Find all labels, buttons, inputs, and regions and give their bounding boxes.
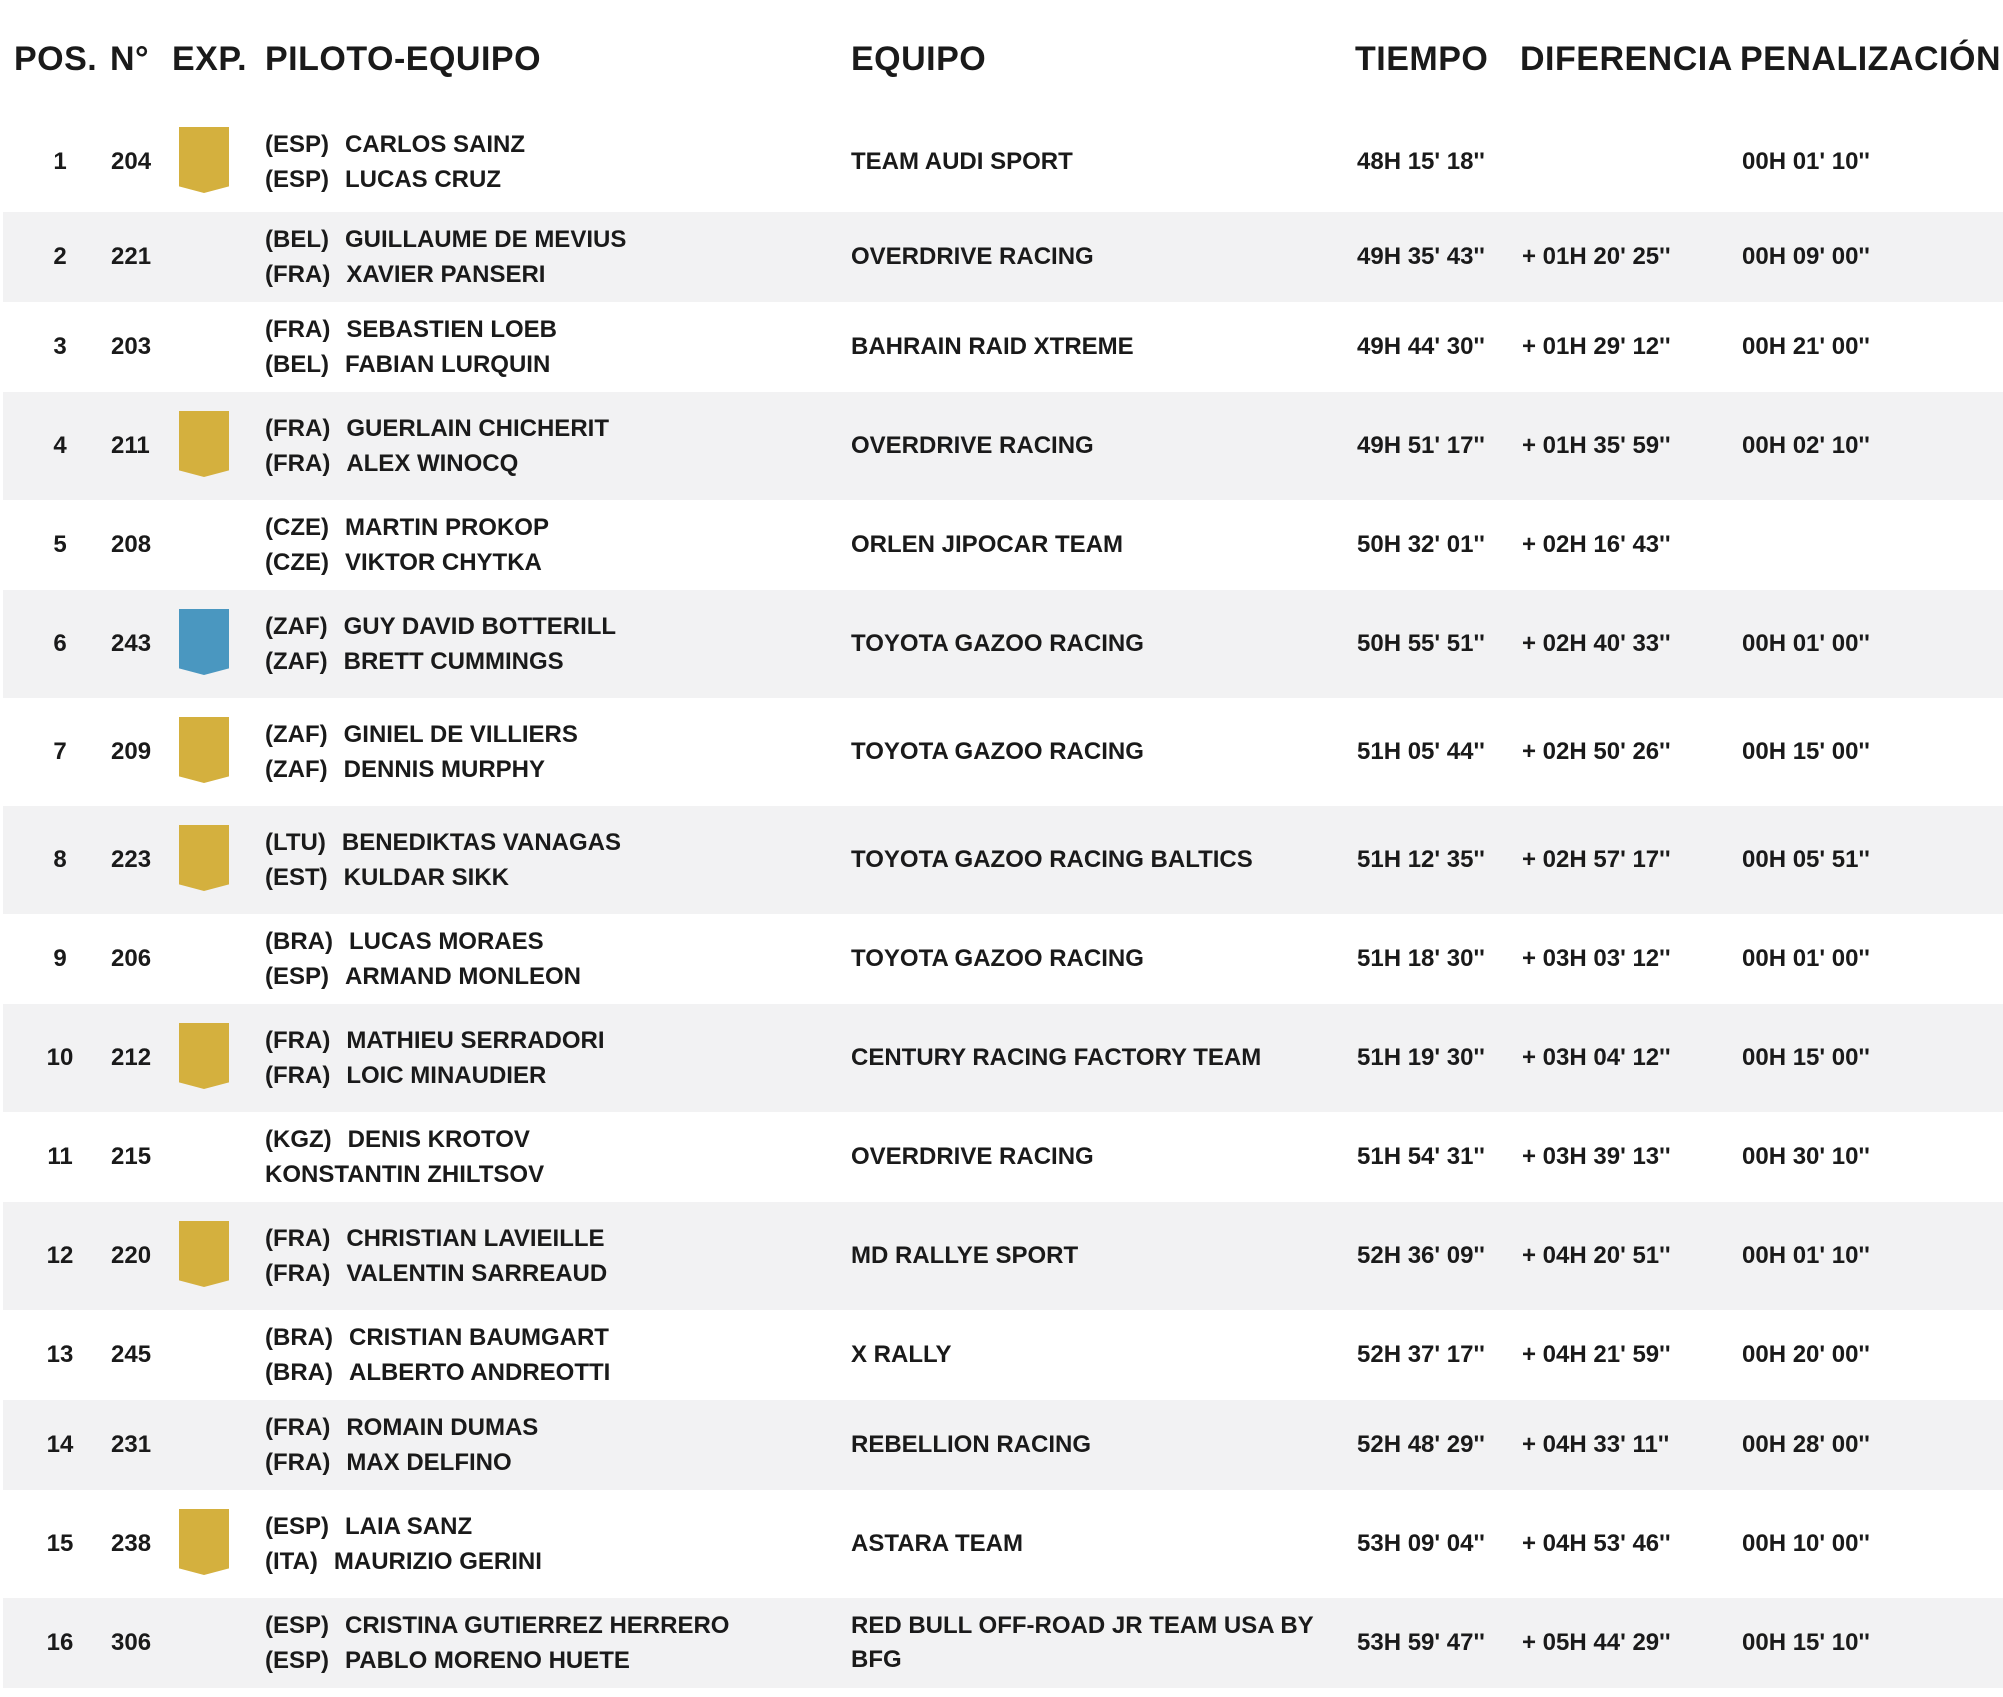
penalty-cell: 00H 01' 00'' xyxy=(1742,945,1870,972)
car-number-cell: 215 xyxy=(111,1143,152,1170)
driver-name: SEBASTIEN LOEB xyxy=(346,316,558,343)
car-number-cell: 209 xyxy=(111,738,152,765)
driver-name: LUCAS MORAES xyxy=(348,928,544,955)
car-number-cell: 306 xyxy=(111,1629,152,1656)
driver-name: CRISTIAN BAUMGART xyxy=(348,1324,609,1351)
header-pilot: PILOTO-EQUIPO xyxy=(265,40,542,78)
drivers-cell xyxy=(265,127,525,197)
position-cell: 13 xyxy=(46,1341,74,1368)
time-cell: 49H 51' 17'' xyxy=(1357,432,1485,459)
drivers-cell xyxy=(265,1122,544,1192)
car-number-cell: 204 xyxy=(111,148,152,175)
nationality-code: (FRA) xyxy=(265,1062,331,1089)
nationality-code: (CZE) xyxy=(265,514,329,541)
nationality-code: (BRA) xyxy=(265,1324,333,1351)
difference-cell: + 04H 21' 59'' xyxy=(1522,1341,1671,1368)
team-cell: REBELLION RACING xyxy=(851,1431,1091,1458)
experience-badge-blue xyxy=(179,609,229,675)
codriver-line xyxy=(265,1544,542,1579)
difference-cell: + 01H 29' 12'' xyxy=(1522,333,1671,360)
car-number-cell: 231 xyxy=(111,1431,152,1458)
codriver-line xyxy=(265,644,616,679)
nationality-code: (BRA) xyxy=(265,928,333,955)
time-cell: 50H 32' 01'' xyxy=(1357,531,1485,558)
drivers-cell xyxy=(265,510,549,580)
time-cell: 51H 54' 31'' xyxy=(1357,1143,1485,1170)
penalty-cell: 00H 05' 51'' xyxy=(1742,846,1870,873)
drivers-cell xyxy=(265,924,581,994)
codriver-line xyxy=(265,1157,544,1192)
drivers-cell xyxy=(265,1509,542,1579)
car-number-cell: 221 xyxy=(111,243,152,270)
experience-badge-gold xyxy=(179,717,229,783)
codriver-name: MAURIZIO GERINI xyxy=(333,1548,542,1575)
car-number-cell: 243 xyxy=(111,630,152,657)
header-pen: PENALIZACIÓN xyxy=(1740,40,2001,78)
time-cell: 53H 09' 04'' xyxy=(1357,1530,1485,1557)
driver-line xyxy=(265,1509,542,1544)
table-row xyxy=(3,698,2003,806)
nationality-code: (LTU) xyxy=(265,829,326,856)
nationality-code: (FRA) xyxy=(265,316,331,343)
team-name-line-1: RED BULL OFF-ROAD JR TEAM USA BY xyxy=(851,1612,1314,1639)
codriver-name: LUCAS CRUZ xyxy=(345,166,502,193)
penalty-cell: 00H 15' 00'' xyxy=(1742,738,1870,765)
penalty-cell: 00H 01' 00'' xyxy=(1742,630,1870,657)
difference-cell: + 05H 44' 29'' xyxy=(1522,1629,1671,1656)
time-cell: 52H 36' 09'' xyxy=(1357,1242,1485,1269)
difference-cell: + 04H 33' 11'' xyxy=(1522,1431,1670,1458)
team-cell: OVERDRIVE RACING xyxy=(851,243,1094,270)
table-row xyxy=(3,1202,2003,1310)
driver-line xyxy=(265,1608,729,1643)
time-cell: 48H 15' 18'' xyxy=(1357,148,1485,175)
drivers-cell xyxy=(265,222,626,292)
codriver-line xyxy=(265,347,557,382)
nationality-code: (ESP) xyxy=(265,1513,330,1540)
nationality-code: (ZAF) xyxy=(265,648,328,675)
table-row xyxy=(3,1490,2003,1598)
header-num: N° xyxy=(110,40,150,78)
drivers-cell xyxy=(265,411,609,481)
codriver-name: FABIAN LURQUIN xyxy=(344,351,551,378)
position-cell: 1 xyxy=(53,148,67,175)
difference-cell: + 01H 35' 59'' xyxy=(1522,432,1671,459)
nationality-code: (FRA) xyxy=(265,1027,331,1054)
position-cell: 6 xyxy=(53,630,67,657)
car-number-cell: 203 xyxy=(111,333,152,360)
driver-line xyxy=(265,222,626,257)
codriver-name: VIKTOR CHYTKA xyxy=(344,549,542,576)
difference-cell: + 03H 39' 13'' xyxy=(1522,1143,1671,1170)
difference-cell: + 02H 40' 33'' xyxy=(1522,630,1671,657)
drivers-cell xyxy=(265,1221,607,1291)
driver-name: ROMAIN DUMAS xyxy=(346,1414,539,1441)
codriver-name: LOIC MINAUDIER xyxy=(346,1062,547,1089)
driver-line xyxy=(265,1023,605,1058)
team-cell xyxy=(851,1609,1314,1677)
car-number-cell: 212 xyxy=(111,1044,152,1071)
driver-line xyxy=(265,924,581,959)
header-diff: DIFERENCIA xyxy=(1520,40,1733,78)
driver-line xyxy=(265,127,525,162)
penalty-cell: 00H 09' 00'' xyxy=(1742,243,1870,270)
nationality-code: (ESP) xyxy=(265,131,330,158)
nationality-code: (FRA) xyxy=(265,261,331,288)
experience-badge-gold xyxy=(179,411,229,477)
codriver-name: BRETT CUMMINGS xyxy=(343,648,564,675)
team-cell: TOYOTA GAZOO RACING xyxy=(851,945,1144,972)
driver-name: CRISTINA GUTIERREZ HERRERO xyxy=(345,1612,730,1639)
driver-name: DENIS KROTOV xyxy=(347,1126,530,1153)
table-row xyxy=(3,112,2003,212)
codriver-name: ALBERTO ANDREOTTI xyxy=(348,1359,611,1386)
driver-line xyxy=(265,411,609,446)
time-cell: 51H 12' 35'' xyxy=(1357,846,1485,873)
position-cell: 15 xyxy=(46,1530,74,1557)
codriver-name: XAVIER PANSERI xyxy=(346,261,546,288)
difference-cell: + 03H 03' 12'' xyxy=(1522,945,1671,972)
nationality-code: (ZAF) xyxy=(265,721,328,748)
team-cell: ORLEN JIPOCAR TEAM xyxy=(851,531,1124,558)
table-row xyxy=(3,1310,2003,1400)
team-cell: ASTARA TEAM xyxy=(851,1530,1023,1557)
team-cell: MD RALLYE SPORT xyxy=(851,1242,1079,1269)
position-cell: 9 xyxy=(53,945,67,972)
driver-line xyxy=(265,1410,538,1445)
codriver-line xyxy=(265,1445,538,1480)
team-cell: TOYOTA GAZOO RACING xyxy=(851,630,1144,657)
experience-badge-gold xyxy=(179,127,229,193)
header-team: EQUIPO xyxy=(851,40,987,78)
time-cell: 53H 59' 47'' xyxy=(1357,1629,1485,1656)
driver-name: CHRISTIAN LAVIEILLE xyxy=(346,1225,605,1252)
nationality-code: (FRA) xyxy=(265,1225,331,1252)
position-cell: 4 xyxy=(53,432,67,459)
penalty-cell: 00H 15' 10'' xyxy=(1742,1629,1870,1656)
table-row xyxy=(3,914,2003,1004)
driver-line xyxy=(265,825,621,860)
codriver-name: MAX DELFINO xyxy=(346,1449,512,1476)
codriver-name: KULDAR SIKK xyxy=(343,864,509,891)
penalty-cell: 00H 20' 00'' xyxy=(1742,1341,1870,1368)
nationality-code: (CZE) xyxy=(265,549,329,576)
car-number-cell: 206 xyxy=(111,945,152,972)
experience-badge-gold xyxy=(179,1221,229,1287)
header-time: TIEMPO xyxy=(1355,40,1489,78)
nationality-code: (ESP) xyxy=(265,1647,330,1674)
table-row xyxy=(3,392,2003,500)
team-cell: TEAM AUDI SPORT xyxy=(851,148,1073,175)
codriver-name: DENNIS MURPHY xyxy=(343,756,545,783)
team-name-line-2: BFG xyxy=(851,1646,902,1673)
time-cell: 52H 48' 29'' xyxy=(1357,1431,1485,1458)
penalty-cell: 00H 02' 10'' xyxy=(1742,432,1870,459)
nationality-code: (ESP) xyxy=(265,166,330,193)
position-cell: 3 xyxy=(53,333,67,360)
team-cell: OVERDRIVE RACING xyxy=(851,1143,1094,1170)
position-cell: 12 xyxy=(46,1242,74,1269)
team-cell: X RALLY xyxy=(851,1341,952,1368)
difference-cell: + 01H 20' 25'' xyxy=(1522,243,1671,270)
nationality-code: (FRA) xyxy=(265,450,331,477)
car-number-cell: 223 xyxy=(111,846,152,873)
table-row xyxy=(3,1112,2003,1202)
table-row xyxy=(3,302,2003,392)
driver-line xyxy=(265,1221,607,1256)
position-cell: 14 xyxy=(46,1431,74,1458)
penalty-cell: 00H 30' 10'' xyxy=(1742,1143,1870,1170)
nationality-code: (BEL) xyxy=(265,351,329,378)
codriver-line xyxy=(265,545,549,580)
table-row xyxy=(3,590,2003,698)
table-row xyxy=(3,1004,2003,1112)
table-row xyxy=(3,1598,2003,1688)
nationality-code: (FRA) xyxy=(265,1449,331,1476)
time-cell: 49H 35' 43'' xyxy=(1357,243,1485,270)
codriver-name: ALEX WINOCQ xyxy=(346,450,519,477)
difference-cell: + 02H 16' 43'' xyxy=(1522,531,1671,558)
nationality-code: (ESP) xyxy=(265,963,330,990)
car-number-cell: 211 xyxy=(111,432,150,459)
penalty-cell: 00H 01' 10'' xyxy=(1742,1242,1870,1269)
driver-name: MARTIN PROKOP xyxy=(344,514,549,541)
header-pos: POS. xyxy=(14,40,98,78)
penalty-cell: 00H 10' 00'' xyxy=(1742,1530,1870,1557)
driver-line xyxy=(265,312,557,347)
penalty-cell: 00H 28' 00'' xyxy=(1742,1431,1870,1458)
table-row xyxy=(3,1400,2003,1490)
codriver-line xyxy=(265,959,581,994)
drivers-cell xyxy=(265,312,557,382)
nationality-code: (FRA) xyxy=(265,415,331,442)
car-number-cell: 245 xyxy=(111,1341,152,1368)
difference-cell: + 04H 53' 46'' xyxy=(1522,1530,1671,1557)
team-cell: BAHRAIN RAID XTREME xyxy=(851,333,1134,360)
driver-name: CARLOS SAINZ xyxy=(345,131,526,158)
codriver-name: VALENTIN SARREAUD xyxy=(346,1260,608,1287)
header-exp: EXP. xyxy=(172,40,248,78)
driver-line xyxy=(265,1320,610,1355)
difference-cell: + 03H 04' 12'' xyxy=(1522,1044,1671,1071)
drivers-cell xyxy=(265,609,616,679)
position-cell: 2 xyxy=(53,243,67,270)
codriver-name: PABLO MORENO HUETE xyxy=(345,1647,630,1674)
time-cell: 52H 37' 17'' xyxy=(1357,1341,1485,1368)
codriver-name: KONSTANTIN ZHILTSOV xyxy=(265,1161,545,1188)
penalty-cell: 00H 01' 10'' xyxy=(1742,148,1870,175)
codriver-line xyxy=(265,1643,729,1678)
position-cell: 7 xyxy=(53,738,67,765)
car-number-cell: 238 xyxy=(111,1530,152,1557)
codriver-line xyxy=(265,860,621,895)
nationality-code: (FRA) xyxy=(265,1260,331,1287)
nationality-code: (EST) xyxy=(265,864,328,891)
driver-name: MATHIEU SERRADORI xyxy=(346,1027,605,1054)
table-row xyxy=(3,806,2003,914)
position-cell: 8 xyxy=(53,846,67,873)
nationality-code: (BRA) xyxy=(265,1359,333,1386)
table-row xyxy=(3,500,2003,590)
car-number-cell: 220 xyxy=(111,1242,152,1269)
driver-name: GUERLAIN CHICHERIT xyxy=(346,415,609,442)
driver-name: GUY DAVID BOTTERILL xyxy=(343,613,617,640)
experience-badge-gold xyxy=(179,1023,229,1089)
team-cell: OVERDRIVE RACING xyxy=(851,432,1094,459)
time-cell: 49H 44' 30'' xyxy=(1357,333,1485,360)
experience-badge-gold xyxy=(179,825,229,891)
difference-cell: + 02H 50' 26'' xyxy=(1522,738,1671,765)
nationality-code: (ITA) xyxy=(265,1548,318,1575)
difference-cell: + 02H 57' 17'' xyxy=(1522,846,1671,873)
drivers-cell xyxy=(265,717,578,787)
time-cell: 51H 18' 30'' xyxy=(1357,945,1485,972)
codriver-line xyxy=(265,446,609,481)
drivers-cell xyxy=(265,825,621,895)
difference-cell: + 04H 20' 51'' xyxy=(1522,1242,1671,1269)
nationality-code: (KGZ) xyxy=(265,1126,332,1153)
codriver-line xyxy=(265,162,525,197)
codriver-name: ARMAND MONLEON xyxy=(345,963,581,990)
penalty-cell: 00H 15' 00'' xyxy=(1742,1044,1870,1071)
driver-line xyxy=(265,510,549,545)
driver-name: GUILLAUME DE MEVIUS xyxy=(344,226,627,253)
time-cell: 50H 55' 51'' xyxy=(1357,630,1485,657)
codriver-line xyxy=(265,1355,610,1390)
codriver-line xyxy=(265,1058,605,1093)
codriver-line xyxy=(265,752,578,787)
nationality-code: (ESP) xyxy=(265,1612,330,1639)
experience-badge-gold xyxy=(179,1509,229,1575)
nationality-code: (BEL) xyxy=(265,226,329,253)
team-cell: TOYOTA GAZOO RACING BALTICS xyxy=(851,846,1253,873)
driver-line xyxy=(265,609,616,644)
position-cell: 16 xyxy=(46,1629,74,1656)
driver-line xyxy=(265,717,578,752)
position-cell: 11 xyxy=(47,1143,73,1170)
driver-name: LAIA SANZ xyxy=(345,1513,473,1540)
time-cell: 51H 05' 44'' xyxy=(1357,738,1485,765)
table-row xyxy=(3,212,2003,302)
drivers-cell xyxy=(265,1608,729,1678)
position-cell: 10 xyxy=(46,1044,74,1071)
nationality-code: (FRA) xyxy=(265,1414,331,1441)
codriver-line xyxy=(265,1256,607,1291)
driver-name: GINIEL DE VILLIERS xyxy=(343,721,578,748)
drivers-cell xyxy=(265,1320,610,1390)
time-cell: 51H 19' 30'' xyxy=(1357,1044,1485,1071)
team-cell: TOYOTA GAZOO RACING xyxy=(851,738,1144,765)
team-cell: CENTURY RACING FACTORY TEAM xyxy=(851,1044,1262,1071)
position-cell: 5 xyxy=(53,531,67,558)
drivers-cell xyxy=(265,1410,538,1480)
nationality-code: (ZAF) xyxy=(265,756,328,783)
driver-name: BENEDIKTAS VANAGAS xyxy=(341,829,621,856)
nationality-code: (ZAF) xyxy=(265,613,328,640)
driver-line xyxy=(265,1122,544,1157)
codriver-line xyxy=(265,257,626,292)
table-header xyxy=(0,0,2003,112)
penalty-cell: 00H 21' 00'' xyxy=(1742,333,1870,360)
car-number-cell: 208 xyxy=(111,531,152,558)
drivers-cell xyxy=(265,1023,605,1093)
